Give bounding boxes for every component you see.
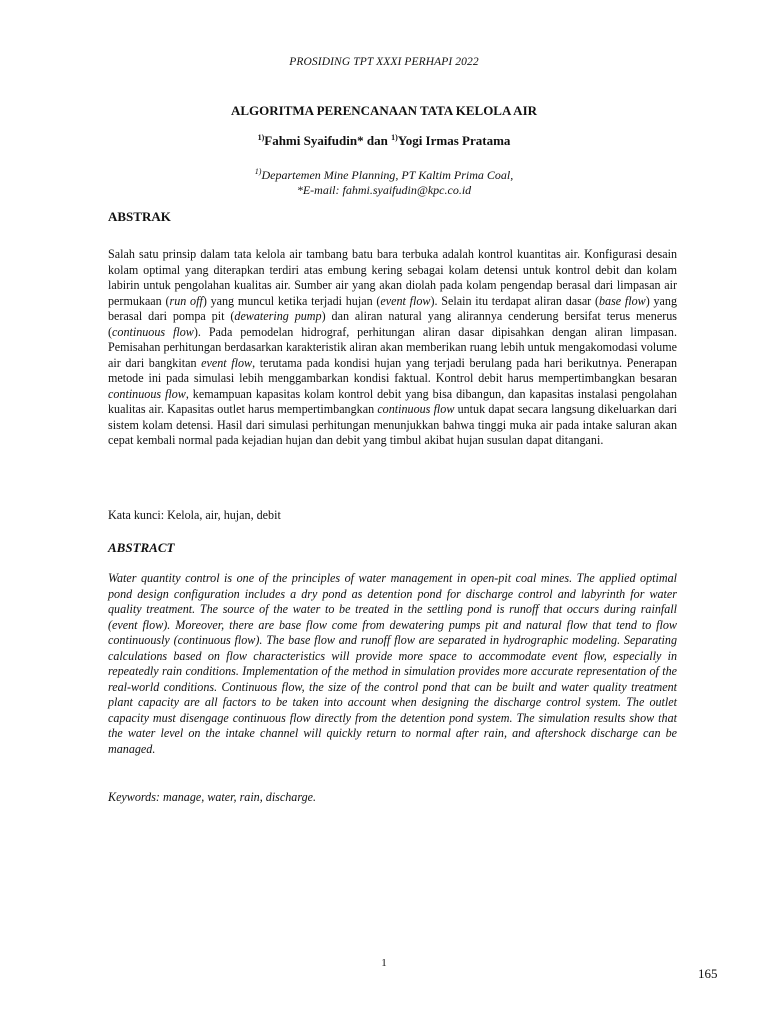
abstrak-text: ) dan aliran natural yang alirannya cenderung bersifat terus menerus ( xyxy=(108,309,677,339)
running-header: PROSIDING TPT XXXI PERHAPI 2022 xyxy=(289,56,479,68)
author-connector: dan xyxy=(363,133,392,148)
abstract-paragraph: Water quantity control is one of the principles of water management in open-pit coal mines. The applied optimal pond design configuration includes a dry pond as detention pond for discharge control and labyrinth for water quality treatment. The source of the water to be treated in the settling pond is runoff that occurs during rainfall (event flow). Moreover, there are base flow come from dewatering pumps pit and natural flow that tend to flow continuously (continuous flow). The base flow and runoff flow are separated in hydrographic modeling. Separating calculations based on flow characteristics will provide more space to accommodate event flow, especially in repeatedly rain conditions. Implementation of the method in simulation provides more accurate representation of the real-world conditions. Continuous flow, the size of the control pond that can be built and water quality treatment plant capacity are all factors to be taken into account when designing the discharge control system. The outlet capacity must disengage continuous flow directly from the detention pond system. The simulation results show that the water level on the intake channel will quickly return to normal after rain, and aftershock discharge can be managed. xyxy=(108,571,677,756)
affiliation-block xyxy=(0,164,768,198)
abstrak-text: , terutama pada kondisi hujan yang terjadi berulang pada hari berikutnya. Penerapan metode ini pada simulasi lebih menggambarkan kondisi faktual. Kontrol debit harus mempertimbangkan besaran xyxy=(108,355,677,385)
abstrak-text: untuk dapat secara langsung dikeluarkan dari sistem kolam detensi. Hasil dari simulasi perhitungan menunjukkan bahwa tinggi muka air pada intake saluran akan cepat kembali normal pada kejadian hujan dan debit yang timbul akibat hujan susulan dapat ditangani. xyxy=(108,402,678,447)
abstrak-text: ) yang muncul ketika terjadi hujan ( xyxy=(202,293,381,308)
abstrak-term-event-flow: event flow xyxy=(201,355,253,370)
abstrak-heading: ABSTRAK xyxy=(108,209,171,224)
author-email: *E-mail: fahmi.syaifudin@kpc.co.id xyxy=(296,183,472,197)
abstrak-text: ). Pada pemodelan hidrograf, perhitungan aliran dasar dipisahkan dengan aliran limpasan. Pemisahan perhitungan berdasarkan karakteristik aliran akan memberikan ruang lebih untuk mengakomodasi volume air dari bangkitan xyxy=(108,324,677,370)
affiliation-line xyxy=(0,164,768,183)
abstrak-term-continuous-flow: continuous flow xyxy=(108,386,186,401)
abstrak-term-continuous-flow: continuous flow xyxy=(377,402,455,416)
abstrak-term-base-flow: base flow xyxy=(598,293,646,308)
abstrak-paragraph xyxy=(108,247,677,449)
abstrak-text: Salah satu prinsip dalam tata kelola air tambang batu bara terbuka adalah kontrol kuantitas air. Konfigurasi desain kolam optimal yang diterapkan terdiri atas embung kering sebagai kolam detensi untuk kontrol debit dan kolam labirin untuk pengolahan kualitas air. Sumber air yang akan diolah pada kolam pengendap berasal dari limpasan air permukaan ( xyxy=(108,247,677,308)
page-number: 1 xyxy=(381,957,387,969)
abstrak-term-run-off: run off xyxy=(169,293,203,308)
abstrak-text: ) yang berasal dari pompa pit ( xyxy=(108,293,678,323)
kata-kunci: Kata kunci: Kelola, air, hujan, debit xyxy=(108,508,281,522)
keywords: Keywords: manage, water, rain, discharge. xyxy=(108,790,317,804)
affiliation-superscript: 1) xyxy=(254,167,262,176)
abstrak-term-continuous-flow: continuous flow xyxy=(112,324,194,339)
author-2-superscript: 1) xyxy=(391,133,398,142)
abstrak-term-event-flow: event flow xyxy=(380,293,431,308)
paper-title: ALGORITMA PERENCANAAN TATA KELOLA AIR xyxy=(230,103,538,118)
author-line xyxy=(0,133,768,149)
abstrak-text: ). Selain itu terdapat aliran dasar ( xyxy=(430,293,599,308)
affiliation-text: Departemen Mine Planning, PT Kaltim Prima Coal, xyxy=(261,168,514,182)
proceeding-page-number: 165 xyxy=(698,966,718,981)
abstrak-term-dewatering-pump: dewatering pump xyxy=(234,309,322,323)
author-2-name: Yogi Irmas Pratama xyxy=(397,133,511,148)
author-1-superscript: 1) xyxy=(257,133,265,142)
abstract-heading: ABSTRACT xyxy=(108,540,175,555)
author-1-name: Fahmi Syaifudin* xyxy=(264,133,364,148)
abstrak-text: , kemampuan kapasitas kolam kontrol debit yang bisa dibangun, dan kapasitas instalasi pengolahan kualitas air. Kapasitas outlet harus mempertimbangkan xyxy=(108,386,677,416)
